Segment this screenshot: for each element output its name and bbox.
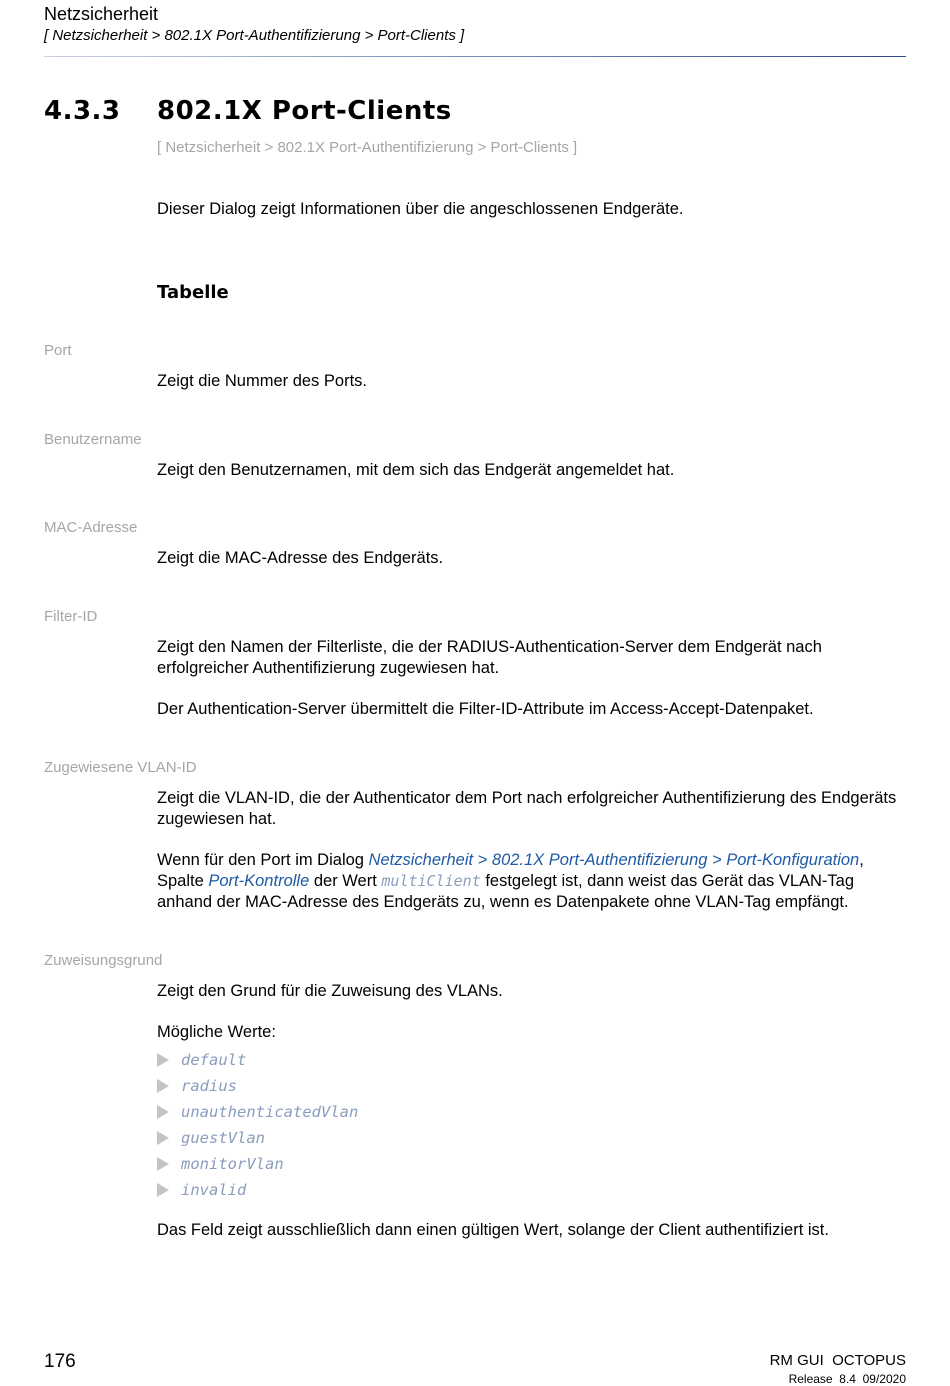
header-title: Netzsicherheit (44, 4, 159, 24)
bullet-triangle-icon (157, 1131, 169, 1145)
term-mac-address: MAC-Adresse (44, 519, 138, 536)
header-breadcrumb: [ Netzsicherheit > 802.1X Port-Authentifizierung > Port-Clients ] (44, 27, 465, 44)
bullet-triangle-icon (157, 1105, 169, 1119)
desc-mac-address: Zeigt die MAC-Adresse des Endgeräts. (157, 549, 444, 567)
value-monitor-vlan: monitorVlan (181, 1155, 284, 1173)
possible-values-list (157, 1047, 358, 1203)
desc-port: Zeigt die Nummer des Ports. (157, 372, 367, 390)
port-config-link[interactable]: Netzsicherheit > 802.1X Port-Authentifizierung > Port-Konfiguration (368, 851, 860, 869)
table-heading: Tabelle (157, 282, 229, 303)
term-port: Port (44, 342, 72, 359)
list-item (157, 1151, 358, 1177)
bullet-triangle-icon (157, 1079, 169, 1093)
possible-values-label: Mögliche Werte: (157, 1023, 276, 1041)
desc-assignment-reason: Zeigt den Grund für die Zuweisung des VLANs. (157, 982, 503, 1000)
section-title: 802.1X Port-Clients (157, 96, 452, 126)
value-invalid: invalid (181, 1181, 247, 1199)
term-vlan-id: Zugewiesene VLAN-ID (44, 759, 197, 776)
document-name: RM GUI OCTOPUS (769, 1352, 906, 1369)
header-rule (44, 56, 906, 57)
section-breadcrumb: [ Netzsicherheit > 802.1X Port-Authentifizierung > Port-Clients ] (157, 139, 578, 156)
vlan-detail-text-d: festgelegt ist, dann weist das Gerät das VLAN-Tag anhand der MAC-Adresse des Endgeräts zu, wenn es Datenpakete ohne VLAN-Tag empfängt. (157, 872, 855, 911)
desc-vlan-id: Zeigt die VLAN-ID, die der Authenticator dem Port nach erfolgreicher Authentifizierung des Endgeräts zugewiesen hat. (157, 789, 897, 828)
value-guest-vlan: guestVlan (181, 1129, 265, 1147)
bullet-triangle-icon (157, 1157, 169, 1171)
vlan-detail-text-b: , Spalte (157, 851, 864, 890)
intro-text: Dieser Dialog zeigt Informationen über die angeschlossenen Endgeräte. (157, 200, 684, 218)
value-default: default (181, 1051, 247, 1069)
section-number: 4.3.3 (44, 96, 121, 126)
desc-vlan-id-detail (157, 850, 909, 913)
value-unauthenticated-vlan: unauthenticatedVlan (181, 1103, 359, 1121)
multiclient-value: multiClient (381, 872, 481, 890)
list-item (157, 1073, 358, 1099)
bullet-triangle-icon (157, 1053, 169, 1067)
bullet-triangle-icon (157, 1183, 169, 1197)
desc-filter-id: Zeigt den Namen der Filterliste, die der RADIUS-Authentication-Server dem Endgerät nach erfolgreicher Authentifizierung zugewiesen hat. (157, 638, 822, 677)
list-item (157, 1099, 358, 1125)
term-assignment-reason: Zuweisungsgrund (44, 952, 163, 969)
desc-filter-id-note: Der Authentication-Server übermittelt die Filter-ID-Attribute im Access-Accept-Datenpaket. (157, 700, 814, 718)
value-radius: radius (181, 1077, 237, 1095)
list-item (157, 1047, 358, 1073)
vlan-detail-text-c: der Wert (309, 872, 382, 890)
list-item (157, 1125, 358, 1151)
list-item (157, 1177, 358, 1203)
page-number: 176 (44, 1351, 76, 1372)
assignment-reason-note: Das Feld zeigt ausschließlich dann einen gültigen Wert, solange der Client authentifiziert ist. (157, 1221, 829, 1239)
term-filter-id: Filter-ID (44, 608, 98, 625)
vlan-detail-text-a: Wenn für den Port im Dialog (157, 851, 369, 869)
term-username: Benutzername (44, 431, 142, 448)
desc-username: Zeigt den Benutzernamen, mit dem sich das Endgerät angemeldet hat. (157, 461, 675, 479)
port-control-link[interactable]: Port-Kontrolle (208, 872, 310, 890)
release-info: Release 8.4 09/2020 (788, 1372, 906, 1386)
